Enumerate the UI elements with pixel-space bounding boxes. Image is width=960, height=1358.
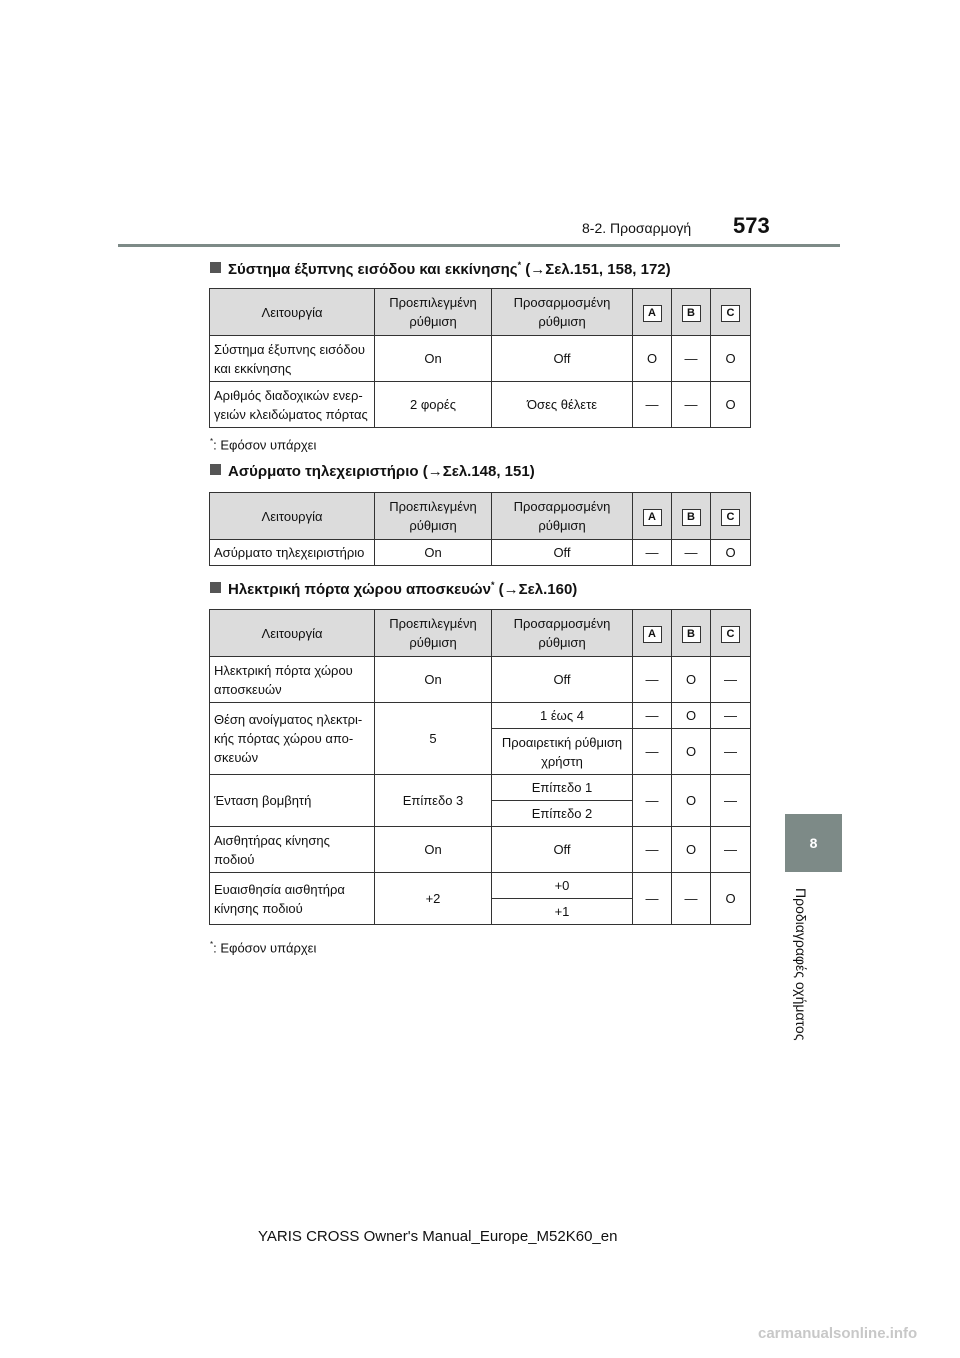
table-row bbox=[210, 657, 751, 703]
table-row bbox=[210, 827, 751, 873]
key-a-icon: A bbox=[643, 626, 662, 643]
cell-custom: 1 έως 4 bbox=[492, 703, 633, 729]
cell-default: +2 bbox=[375, 873, 492, 925]
cell-custom: Όσες θέλετε bbox=[492, 382, 633, 428]
bullet-square-icon bbox=[210, 262, 221, 273]
cell-default: 2 φορές bbox=[375, 382, 492, 428]
footnote bbox=[210, 437, 316, 452]
cell-custom: Off bbox=[492, 336, 633, 382]
watermark: carmanualsonline.info bbox=[758, 1325, 918, 1342]
col-a bbox=[633, 610, 672, 657]
page-reference: (→Σελ.148, 151) bbox=[418, 463, 535, 480]
col-function: Λειτουργία bbox=[210, 493, 375, 540]
table-row bbox=[210, 703, 751, 729]
col-c bbox=[711, 493, 751, 540]
table-row bbox=[210, 775, 751, 801]
table-row bbox=[210, 382, 751, 428]
cell-custom: +1 bbox=[492, 899, 633, 925]
col-c bbox=[711, 289, 751, 336]
table-row bbox=[210, 873, 751, 899]
chapter-tab bbox=[785, 814, 842, 872]
table-header-row bbox=[210, 610, 751, 657]
cell-c: O bbox=[711, 873, 751, 925]
cell-a: — bbox=[633, 703, 672, 729]
cell-a: — bbox=[633, 873, 672, 925]
cell-default: On bbox=[375, 827, 492, 873]
cell-c: O bbox=[711, 382, 751, 428]
cell-a: — bbox=[633, 657, 672, 703]
page-reference: (→Σελ.160) bbox=[494, 581, 578, 598]
page-footer: YARIS CROSS Owner's Manual_Europe_M52K60_en bbox=[258, 1228, 618, 1245]
cell-b: — bbox=[672, 873, 711, 925]
header-section-title: 8-2. Προσαρμογή bbox=[582, 220, 692, 236]
footnote-marker: * bbox=[490, 580, 495, 590]
cell-a: O bbox=[633, 336, 672, 382]
footnote bbox=[210, 940, 316, 955]
settings-table-remote bbox=[209, 492, 751, 566]
footnote-marker: * bbox=[517, 260, 522, 270]
bullet-square-icon bbox=[210, 582, 221, 593]
key-b-icon: B bbox=[682, 626, 701, 643]
settings-table-tailgate bbox=[209, 609, 751, 925]
key-b-icon: B bbox=[682, 509, 701, 526]
cell-custom: Επίπεδο 2 bbox=[492, 801, 633, 827]
cell-c: — bbox=[711, 657, 751, 703]
cell-function: Θέση ανοίγματος ηλεκτρι-κής πόρτας χώρου απο-σκευών bbox=[210, 703, 375, 775]
section-heading-remote bbox=[210, 463, 535, 480]
header-rule bbox=[118, 244, 840, 247]
cell-a: — bbox=[633, 382, 672, 428]
cell-c: O bbox=[711, 540, 751, 566]
cell-c: — bbox=[711, 775, 751, 827]
cell-b: O bbox=[672, 703, 711, 729]
key-a-icon: A bbox=[643, 509, 662, 526]
section-title: Σύστημα έξυπνης εισόδου και εκκίνησης bbox=[228, 261, 518, 278]
key-a-icon: A bbox=[643, 305, 662, 322]
col-c bbox=[711, 610, 751, 657]
table-row bbox=[210, 336, 751, 382]
col-a bbox=[633, 493, 672, 540]
cell-b: O bbox=[672, 657, 711, 703]
cell-function: Σύστημα έξυπνης εισόδου και εκκίνησης bbox=[210, 336, 375, 382]
col-b bbox=[672, 493, 711, 540]
footnote-text: : Εφόσον υπάρχει bbox=[213, 437, 317, 453]
footnote-text: : Εφόσον υπάρχει bbox=[213, 940, 317, 956]
cell-a: — bbox=[633, 775, 672, 827]
key-c-icon: C bbox=[721, 626, 740, 643]
cell-function: Αισθητήρας κίνησης ποδιού bbox=[210, 827, 375, 873]
col-function: Λειτουργία bbox=[210, 610, 375, 657]
chapter-tab-label: Προδιαγραφές οχήματος bbox=[793, 888, 809, 1041]
col-custom: Προσαρμοσμένη ρύθμιση bbox=[492, 610, 633, 657]
col-function: Λειτουργία bbox=[210, 289, 375, 336]
col-a bbox=[633, 289, 672, 336]
col-default: Προεπιλεγμένη ρύθμιση bbox=[375, 610, 492, 657]
cell-custom: +0 bbox=[492, 873, 633, 899]
section-title: Ηλεκτρική πόρτα χώρου αποσκευών bbox=[228, 581, 491, 598]
table-header-row bbox=[210, 289, 751, 336]
cell-c: — bbox=[711, 827, 751, 873]
cell-b: O bbox=[672, 729, 711, 775]
cell-a: — bbox=[633, 540, 672, 566]
col-default: Προεπιλεγμένη ρύθμιση bbox=[375, 493, 492, 540]
col-b bbox=[672, 289, 711, 336]
cell-b: O bbox=[672, 775, 711, 827]
cell-function: Ευαισθησία αισθητήρα κίνησης ποδιού bbox=[210, 873, 375, 925]
col-custom: Προσαρμοσμένη ρύθμιση bbox=[492, 493, 633, 540]
table-header-row bbox=[210, 493, 751, 540]
cell-custom: Προαιρετική ρύθμιση χρήστη bbox=[492, 729, 633, 775]
cell-b: — bbox=[672, 382, 711, 428]
cell-a: — bbox=[633, 827, 672, 873]
cell-function: Ασύρματο τηλεχειριστήριο bbox=[210, 540, 375, 566]
cell-custom: Off bbox=[492, 657, 633, 703]
cell-custom: Επίπεδο 1 bbox=[492, 775, 633, 801]
cell-default: On bbox=[375, 657, 492, 703]
key-c-icon: C bbox=[721, 305, 740, 322]
cell-function: Ηλεκτρική πόρτα χώρου αποσκευών bbox=[210, 657, 375, 703]
section-title: Ασύρματο τηλεχειριστήριο bbox=[228, 463, 419, 480]
cell-default: Επίπεδο 3 bbox=[375, 775, 492, 827]
section-heading-tailgate bbox=[210, 580, 577, 598]
col-custom: Προσαρμοσμένη ρύθμιση bbox=[492, 289, 633, 336]
col-b bbox=[672, 610, 711, 657]
table-row bbox=[210, 540, 751, 566]
cell-b: O bbox=[672, 827, 711, 873]
page-number: 573 bbox=[733, 213, 770, 238]
chapter-number: 8 bbox=[809, 835, 818, 851]
cell-b: — bbox=[672, 540, 711, 566]
footnote-star: * bbox=[210, 437, 214, 446]
cell-b: — bbox=[672, 336, 711, 382]
cell-c: — bbox=[711, 729, 751, 775]
page-reference: (→Σελ.151, 158, 172) bbox=[521, 261, 671, 278]
cell-c: — bbox=[711, 703, 751, 729]
col-default: Προεπιλεγμένη ρύθμιση bbox=[375, 289, 492, 336]
cell-a: — bbox=[633, 729, 672, 775]
cell-default: 5 bbox=[375, 703, 492, 775]
cell-custom: Off bbox=[492, 827, 633, 873]
cell-function: Αριθμός διαδοχικών ενερ-γειών κλειδώματος πόρτας bbox=[210, 382, 375, 428]
footnote-star: * bbox=[210, 940, 214, 949]
cell-default: On bbox=[375, 540, 492, 566]
cell-c: O bbox=[711, 336, 751, 382]
bullet-square-icon bbox=[210, 464, 221, 475]
key-b-icon: B bbox=[682, 305, 701, 322]
section-heading-smart-entry bbox=[210, 260, 671, 278]
cell-custom: Off bbox=[492, 540, 633, 566]
chapter-tab-label-wrap bbox=[793, 888, 918, 1041]
settings-table-smart-entry bbox=[209, 288, 751, 428]
cell-function: Ένταση βομβητή bbox=[210, 775, 375, 827]
key-c-icon: C bbox=[721, 509, 740, 526]
cell-default: On bbox=[375, 336, 492, 382]
